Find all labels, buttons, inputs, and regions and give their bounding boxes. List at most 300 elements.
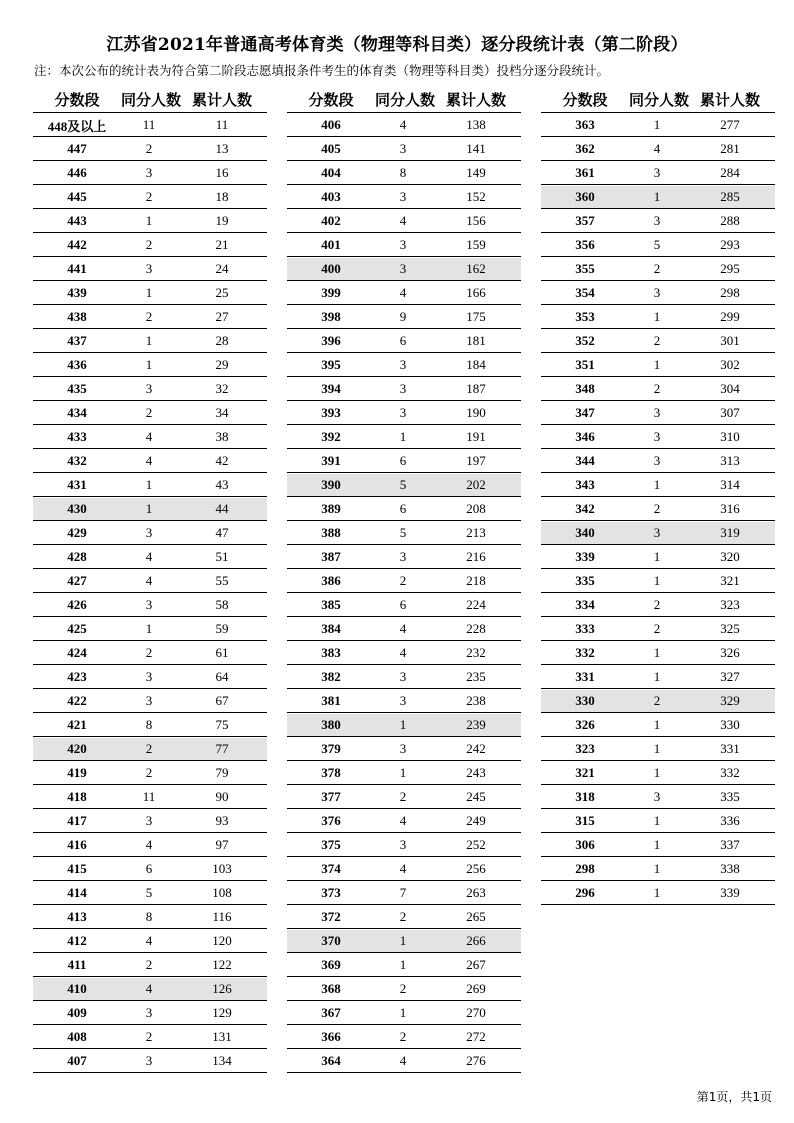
table-row xyxy=(287,234,521,257)
count-cell: 1 xyxy=(399,717,407,732)
cumulative-cell: 314 xyxy=(720,477,740,492)
count-cell: 3 xyxy=(653,429,661,444)
cumulative-cell: 304 xyxy=(720,381,740,396)
cumulative-cell: 122 xyxy=(212,957,232,972)
score-cell: 332 xyxy=(575,645,595,660)
table-row xyxy=(287,546,521,569)
table-row xyxy=(287,354,521,377)
table-row xyxy=(33,906,267,929)
count-cell: 1 xyxy=(145,213,153,228)
score-cell: 367 xyxy=(321,1005,341,1020)
cumulative-cell: 332 xyxy=(720,765,740,780)
count-cell: 1 xyxy=(653,573,661,588)
score-cell: 429 xyxy=(67,525,87,540)
score-cell: 427 xyxy=(67,573,87,588)
score-cell: 366 xyxy=(321,1029,341,1044)
score-cell: 399 xyxy=(321,285,341,300)
table-row xyxy=(33,834,267,857)
table-row xyxy=(287,450,521,473)
score-cell: 441 xyxy=(67,261,87,276)
count-cell: 2 xyxy=(145,141,153,156)
count-cell: 4 xyxy=(399,1053,407,1068)
table-row xyxy=(287,666,521,689)
score-cell: 430 xyxy=(67,501,87,516)
cumulative-cell: 249 xyxy=(466,813,486,828)
table-row xyxy=(33,1050,267,1073)
score-cell: 346 xyxy=(575,429,595,444)
count-cell: 4 xyxy=(145,453,153,468)
count-cell: 1 xyxy=(653,741,661,756)
cumulative-cell: 187 xyxy=(466,381,486,396)
table-body xyxy=(33,114,267,1073)
score-cell: 318 xyxy=(575,789,595,804)
table-header xyxy=(541,86,775,113)
table-row xyxy=(287,762,521,785)
count-cell: 4 xyxy=(399,621,407,636)
cumulative-cell: 320 xyxy=(720,549,740,564)
table-row xyxy=(287,882,521,905)
cumulative-cell: 267 xyxy=(466,957,486,972)
cumulative-cell: 252 xyxy=(466,837,486,852)
cumulative-cell: 141 xyxy=(466,141,486,156)
score-cell: 392 xyxy=(321,429,341,444)
count-cell: 3 xyxy=(399,693,407,708)
cumulative-cell: 75 xyxy=(215,717,229,732)
count-cell: 3 xyxy=(653,165,661,180)
table-row xyxy=(287,498,521,521)
table-row xyxy=(541,738,775,761)
count-cell: 4 xyxy=(145,429,153,444)
table-row xyxy=(287,426,521,449)
table-row xyxy=(541,138,775,161)
table-row xyxy=(541,666,775,689)
cumulative-cell: 13 xyxy=(215,141,229,156)
count-cell: 11 xyxy=(142,789,156,804)
count-cell: 2 xyxy=(399,789,407,804)
table-row xyxy=(33,978,267,1001)
table-row xyxy=(33,330,267,353)
score-cell: 413 xyxy=(67,909,87,924)
score-cell: 400 xyxy=(321,261,341,276)
cumulative-cell: 228 xyxy=(466,621,486,636)
table-row xyxy=(541,306,775,329)
table-row xyxy=(33,474,267,497)
score-cell: 401 xyxy=(321,237,341,252)
count-cell: 1 xyxy=(653,117,661,132)
score-cell: 437 xyxy=(67,333,87,348)
cumulative-cell: 325 xyxy=(720,621,740,636)
score-cell: 424 xyxy=(67,645,87,660)
cumulative-cell: 184 xyxy=(466,357,486,372)
count-cell: 4 xyxy=(399,117,407,132)
table-row xyxy=(287,570,521,593)
score-cell: 403 xyxy=(321,189,341,204)
cumulative-cell: 77 xyxy=(215,741,229,756)
score-cell: 405 xyxy=(321,141,341,156)
cumulative-cell: 97 xyxy=(215,837,229,852)
count-cell: 4 xyxy=(145,981,153,996)
count-cell: 1 xyxy=(653,477,661,492)
cumulative-cell: 120 xyxy=(212,933,232,948)
count-cell: 3 xyxy=(399,237,407,252)
cumulative-cell: 232 xyxy=(466,645,486,660)
count-cell: 1 xyxy=(653,645,661,660)
count-cell: 2 xyxy=(145,645,153,660)
cumulative-cell: 238 xyxy=(466,693,486,708)
score-cell: 410 xyxy=(67,981,87,996)
count-cell: 4 xyxy=(653,141,661,156)
count-cell: 6 xyxy=(399,597,407,612)
header-count: 同分人数 xyxy=(121,90,182,109)
score-cell: 436 xyxy=(67,357,87,372)
score-cell: 376 xyxy=(321,813,341,828)
table-row xyxy=(541,354,775,377)
count-cell: 1 xyxy=(399,429,407,444)
count-cell: 5 xyxy=(145,885,153,900)
count-cell: 5 xyxy=(399,477,407,492)
cumulative-cell: 108 xyxy=(212,885,232,900)
table-row xyxy=(541,834,775,857)
score-cell: 418 xyxy=(67,789,87,804)
cumulative-cell: 11 xyxy=(215,117,229,132)
table-row xyxy=(287,186,521,209)
score-cell: 360 xyxy=(575,189,595,204)
count-cell: 3 xyxy=(653,525,661,540)
count-cell: 2 xyxy=(653,501,661,516)
score-cell: 434 xyxy=(67,405,87,420)
table-row xyxy=(33,594,267,617)
cumulative-cell: 43 xyxy=(215,477,229,492)
cumulative-cell: 29 xyxy=(215,357,229,372)
header-cumulative: 累计人数 xyxy=(191,90,252,109)
table-row xyxy=(33,1026,267,1049)
score-cell: 339 xyxy=(575,549,595,564)
count-cell: 1 xyxy=(653,189,661,204)
table-row xyxy=(33,138,267,161)
score-table-column-2 xyxy=(287,86,521,1073)
score-cell: 377 xyxy=(321,789,341,804)
table-row xyxy=(541,210,775,233)
cumulative-cell: 256 xyxy=(466,861,486,876)
count-cell: 3 xyxy=(653,453,661,468)
cumulative-cell: 59 xyxy=(215,621,229,636)
score-cell: 448及以上 xyxy=(47,118,107,134)
table-row xyxy=(33,810,267,833)
table-row xyxy=(287,114,521,137)
score-table-column-3 xyxy=(541,86,775,905)
score-cell: 374 xyxy=(321,861,341,876)
table-row xyxy=(287,474,521,497)
score-cell: 364 xyxy=(321,1053,341,1068)
count-cell: 6 xyxy=(399,501,407,516)
score-cell: 382 xyxy=(321,669,341,684)
header-cumulative: 累计人数 xyxy=(699,90,760,109)
count-cell: 3 xyxy=(145,525,153,540)
count-cell: 1 xyxy=(653,885,661,900)
count-cell: 3 xyxy=(399,549,407,564)
cumulative-cell: 67 xyxy=(215,693,229,708)
score-cell: 298 xyxy=(575,861,595,876)
count-cell: 3 xyxy=(145,261,153,276)
count-cell: 3 xyxy=(399,669,407,684)
count-cell: 7 xyxy=(399,885,407,900)
header-count: 同分人数 xyxy=(629,90,690,109)
score-cell: 362 xyxy=(575,141,595,156)
table-body xyxy=(287,114,521,1073)
table-row xyxy=(33,378,267,401)
table-row xyxy=(287,282,521,305)
score-cell: 333 xyxy=(575,621,595,636)
count-cell: 2 xyxy=(145,189,153,204)
cumulative-cell: 175 xyxy=(466,309,486,324)
count-cell: 1 xyxy=(653,669,661,684)
score-cell: 394 xyxy=(321,381,341,396)
table-row xyxy=(541,642,775,665)
count-cell: 1 xyxy=(653,309,661,324)
cumulative-cell: 288 xyxy=(720,213,740,228)
count-cell: 4 xyxy=(399,861,407,876)
table-row xyxy=(33,186,267,209)
table-row xyxy=(541,762,775,785)
score-cell: 396 xyxy=(321,333,341,348)
cumulative-cell: 293 xyxy=(720,237,740,252)
cumulative-cell: 28 xyxy=(215,333,229,348)
cumulative-cell: 38 xyxy=(215,429,229,444)
cumulative-cell: 327 xyxy=(720,669,740,684)
score-cell: 361 xyxy=(575,165,595,180)
count-cell: 1 xyxy=(653,717,661,732)
cumulative-cell: 245 xyxy=(466,789,486,804)
cumulative-cell: 162 xyxy=(466,261,486,276)
count-cell: 1 xyxy=(145,285,153,300)
score-cell: 411 xyxy=(67,957,87,972)
count-cell: 1 xyxy=(399,957,407,972)
score-cell: 375 xyxy=(321,837,341,852)
count-cell: 4 xyxy=(145,549,153,564)
score-cell: 370 xyxy=(321,933,341,948)
score-cell: 306 xyxy=(575,837,595,852)
cumulative-cell: 265 xyxy=(466,909,486,924)
cumulative-cell: 313 xyxy=(720,453,740,468)
score-cell: 330 xyxy=(575,693,595,708)
count-cell: 2 xyxy=(145,957,153,972)
table-row xyxy=(33,882,267,905)
cumulative-cell: 321 xyxy=(720,573,740,588)
cumulative-cell: 190 xyxy=(466,405,486,420)
score-cell: 355 xyxy=(575,261,595,276)
table-row xyxy=(287,330,521,353)
table-row xyxy=(541,882,775,905)
count-cell: 2 xyxy=(653,333,661,348)
score-table-column-1 xyxy=(33,86,267,1073)
score-cell: 439 xyxy=(67,285,87,300)
score-cell: 331 xyxy=(575,669,595,684)
cumulative-cell: 336 xyxy=(720,813,740,828)
count-cell: 3 xyxy=(145,597,153,612)
score-cell: 388 xyxy=(321,525,341,540)
count-cell: 1 xyxy=(653,357,661,372)
count-cell: 3 xyxy=(399,381,407,396)
count-cell: 3 xyxy=(145,1053,153,1068)
count-cell: 4 xyxy=(399,645,407,660)
score-cell: 415 xyxy=(67,861,87,876)
score-cell: 419 xyxy=(67,765,87,780)
count-cell: 11 xyxy=(142,117,156,132)
cumulative-cell: 302 xyxy=(720,357,740,372)
cumulative-cell: 19 xyxy=(215,213,229,228)
cumulative-cell: 34 xyxy=(215,405,229,420)
count-cell: 2 xyxy=(145,765,153,780)
table-row xyxy=(541,498,775,521)
score-cell: 344 xyxy=(575,453,595,468)
cumulative-cell: 152 xyxy=(466,189,486,204)
count-cell: 9 xyxy=(399,309,407,324)
cumulative-cell: 25 xyxy=(215,285,229,300)
table-row xyxy=(287,858,521,881)
table-row xyxy=(33,930,267,953)
cumulative-cell: 197 xyxy=(466,453,486,468)
table-row xyxy=(541,786,775,809)
score-cell: 389 xyxy=(321,501,341,516)
count-cell: 3 xyxy=(399,189,407,204)
cumulative-cell: 47 xyxy=(215,525,229,540)
score-cell: 386 xyxy=(321,573,341,588)
cumulative-cell: 61 xyxy=(215,645,229,660)
table-row xyxy=(33,762,267,785)
table-row xyxy=(33,570,267,593)
count-cell: 2 xyxy=(653,693,661,708)
count-cell: 2 xyxy=(399,1029,407,1044)
cumulative-cell: 295 xyxy=(720,261,740,276)
cumulative-cell: 319 xyxy=(720,525,740,540)
header-score: 分数段 xyxy=(308,90,354,109)
cumulative-cell: 79 xyxy=(215,765,229,780)
score-cell: 380 xyxy=(321,717,341,732)
count-cell: 2 xyxy=(653,621,661,636)
table-row xyxy=(33,354,267,377)
score-cell: 443 xyxy=(67,213,87,228)
page-title: 江苏省2021年普通高考体育类（物理等科目类）逐分段统计表（第二阶段） xyxy=(106,35,688,55)
table-row xyxy=(541,258,775,281)
table-row xyxy=(541,618,775,641)
table-row xyxy=(33,858,267,881)
table-row xyxy=(33,402,267,425)
table-row xyxy=(33,114,267,137)
cumulative-cell: 42 xyxy=(215,453,229,468)
table-row xyxy=(541,234,775,257)
table-row xyxy=(287,954,521,977)
table-row xyxy=(33,738,267,761)
score-cell: 347 xyxy=(575,405,595,420)
table-row xyxy=(287,402,521,425)
count-cell: 2 xyxy=(653,597,661,612)
table-row xyxy=(33,258,267,281)
score-cell: 395 xyxy=(321,357,341,372)
score-cell: 352 xyxy=(575,333,595,348)
cumulative-cell: 239 xyxy=(466,717,486,732)
count-cell: 2 xyxy=(399,573,407,588)
count-cell: 2 xyxy=(145,405,153,420)
score-cell: 431 xyxy=(67,477,87,492)
count-cell: 3 xyxy=(145,381,153,396)
score-cell: 442 xyxy=(67,237,87,252)
count-cell: 3 xyxy=(145,693,153,708)
table-row xyxy=(33,450,267,473)
count-cell: 3 xyxy=(653,285,661,300)
score-cell: 334 xyxy=(575,597,595,612)
cumulative-cell: 323 xyxy=(720,597,740,612)
cumulative-cell: 310 xyxy=(720,429,740,444)
count-cell: 6 xyxy=(399,333,407,348)
table-row xyxy=(33,642,267,665)
score-cell: 356 xyxy=(575,237,595,252)
count-cell: 1 xyxy=(145,477,153,492)
table-row xyxy=(287,306,521,329)
score-cell: 343 xyxy=(575,477,595,492)
table-row xyxy=(287,906,521,929)
cumulative-cell: 331 xyxy=(720,741,740,756)
count-cell: 3 xyxy=(399,357,407,372)
score-cell: 404 xyxy=(321,165,341,180)
score-cell: 407 xyxy=(67,1053,87,1068)
count-cell: 8 xyxy=(145,909,153,924)
score-cell: 414 xyxy=(67,885,87,900)
cumulative-cell: 216 xyxy=(466,549,486,564)
page-footer: 第1页，共1页 xyxy=(696,1090,772,1104)
table-row xyxy=(287,978,521,1001)
table-row xyxy=(33,306,267,329)
cumulative-cell: 93 xyxy=(215,813,229,828)
count-cell: 1 xyxy=(653,549,661,564)
score-cell: 445 xyxy=(67,189,87,204)
count-cell: 3 xyxy=(399,261,407,276)
score-cell: 296 xyxy=(575,885,595,900)
table-row xyxy=(287,810,521,833)
cumulative-cell: 191 xyxy=(466,429,486,444)
table-row xyxy=(33,234,267,257)
score-cell: 447 xyxy=(67,141,87,156)
score-cell: 354 xyxy=(575,285,595,300)
count-cell: 3 xyxy=(399,405,407,420)
cumulative-cell: 335 xyxy=(720,789,740,804)
score-cell: 378 xyxy=(321,765,341,780)
table-row xyxy=(287,162,521,185)
score-cell: 422 xyxy=(67,693,87,708)
header-cumulative: 累计人数 xyxy=(445,90,506,109)
table-row xyxy=(33,714,267,737)
cumulative-cell: 326 xyxy=(720,645,740,660)
count-cell: 5 xyxy=(399,525,407,540)
count-cell: 1 xyxy=(145,501,153,516)
score-cell: 381 xyxy=(321,693,341,708)
count-cell: 1 xyxy=(399,933,407,948)
cumulative-cell: 18 xyxy=(215,189,229,204)
header-count: 同分人数 xyxy=(375,90,436,109)
count-cell: 3 xyxy=(399,741,407,756)
table-body xyxy=(541,114,775,905)
count-cell: 1 xyxy=(653,765,661,780)
count-cell: 2 xyxy=(145,741,153,756)
count-cell: 2 xyxy=(399,981,407,996)
cumulative-cell: 166 xyxy=(466,285,486,300)
cumulative-cell: 64 xyxy=(215,669,229,684)
score-cell: 425 xyxy=(67,621,87,636)
table-row xyxy=(541,714,775,737)
cumulative-cell: 277 xyxy=(720,117,740,132)
cumulative-cell: 138 xyxy=(466,117,486,132)
count-cell: 1 xyxy=(145,621,153,636)
count-cell: 8 xyxy=(399,165,407,180)
